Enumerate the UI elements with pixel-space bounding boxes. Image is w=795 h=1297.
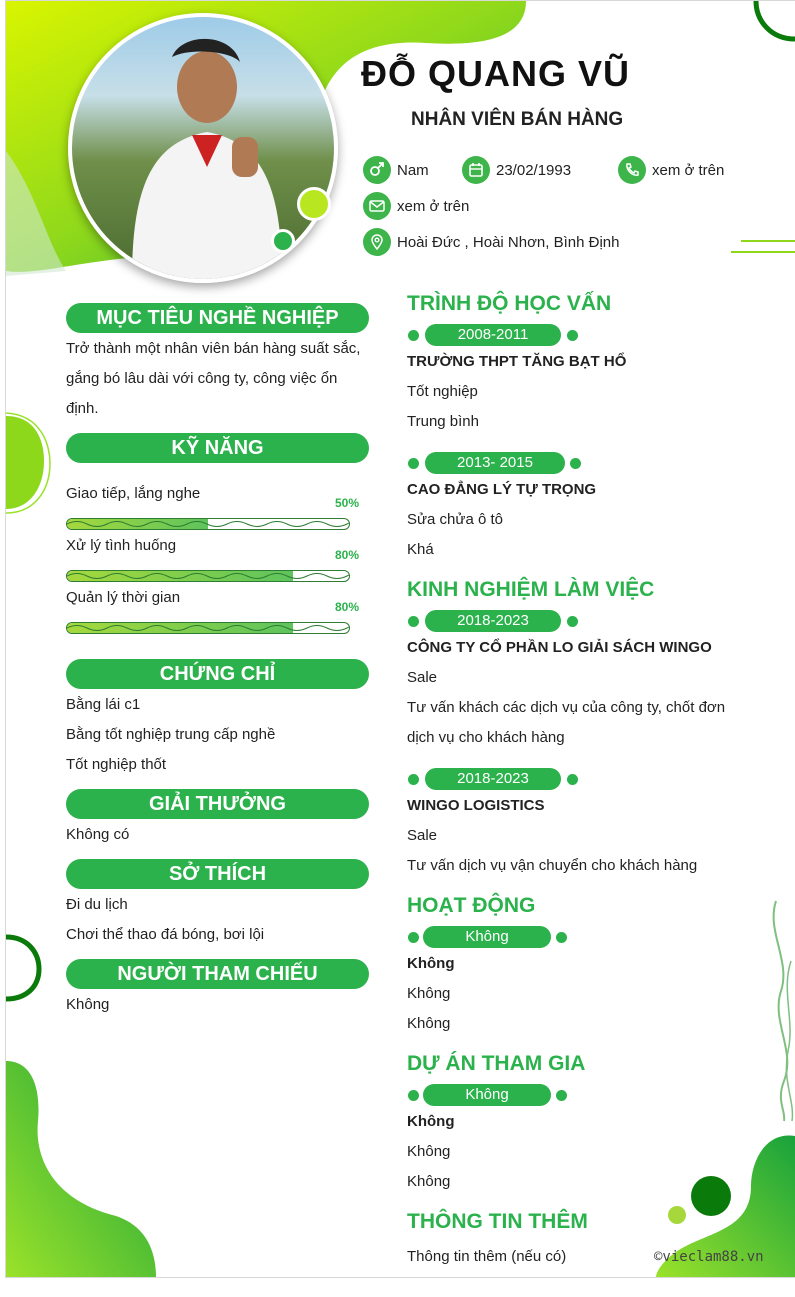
address-value: Hoài Đức , Hoài Nhơn, Bình Định — [397, 233, 620, 251]
job-title: NHÂN VIÊN BÁN HÀNG — [411, 109, 624, 130]
timeline-bullet — [408, 330, 419, 341]
experience-desc-2a: Tư vấn dịch vụ vận chuyển cho khách hàng — [407, 857, 698, 874]
info-address — [363, 228, 619, 256]
education-detail-1a: Tốt nghiệp — [407, 383, 478, 400]
section-references-title: NGƯỜI THAM CHIẾU — [66, 959, 369, 989]
skill-percent-1: 50% — [335, 496, 360, 510]
skill-bar-2 — [66, 570, 350, 582]
hobby-item-2: Chơi thể thao đá bóng, bơi lội — [66, 926, 265, 943]
email-value: xem ở trên — [397, 197, 470, 215]
experience-company-1: CÔNG TY CỔ PHẦN LO GIẢI SÁCH WINGO — [407, 639, 712, 656]
timeline-bullet — [556, 1090, 567, 1101]
education-detail-1b: Trung bình — [407, 413, 479, 430]
experience-period-2: 2018-2023 — [425, 768, 561, 790]
timeline-bullet — [556, 932, 567, 943]
section-extra-title: THÔNG TIN THÊM — [407, 1210, 588, 1233]
timeline-bullet — [408, 1090, 419, 1101]
skill-bar-wave — [67, 519, 349, 529]
activities-detail-1: Không — [407, 985, 451, 1002]
section-skills-title: KỸ NĂNG — [66, 433, 369, 463]
info-phone — [618, 156, 724, 184]
extra-text: Thông tin thêm (nếu có) — [407, 1248, 567, 1265]
cv-page — [5, 0, 795, 1278]
projects-period: Không — [423, 1084, 551, 1106]
email-icon — [363, 192, 391, 220]
phone-value: xem ở trên — [652, 161, 725, 179]
skill-percent-2: 80% — [335, 548, 360, 562]
skill-bar-3 — [66, 622, 350, 634]
skill-name-1: Giao tiếp, lắng nghe — [66, 485, 201, 502]
skill-bar-wave — [67, 623, 349, 633]
experience-role-1: Sale — [407, 669, 438, 686]
objective-line-2: gắng bó lâu dài với công ty, công việc ổn — [66, 370, 338, 387]
info-email — [363, 192, 469, 220]
timeline-bullet — [408, 932, 419, 943]
experience-desc-1a: Tư vấn khách các dịch vụ của công ty, chốt đơn — [407, 699, 726, 716]
section-objective-title: MỤC TIÊU NGHỀ NGHIỆP — [66, 303, 369, 333]
watermark: ©vieclam88.vn — [654, 1249, 764, 1265]
gender-icon — [363, 156, 391, 184]
photo-accent-dot-small — [271, 229, 295, 253]
experience-desc-1b: dịch vụ cho khách hàng — [407, 729, 565, 746]
projects-org: Không — [407, 1113, 455, 1130]
timeline-bullet — [567, 774, 578, 785]
education-detail-2b: Khá — [407, 541, 434, 558]
avatar-photo — [68, 13, 338, 283]
hobby-item-1: Đi du lịch — [66, 896, 128, 913]
location-icon — [363, 228, 391, 256]
timeline-bullet — [408, 616, 419, 627]
objective-line-3: định. — [66, 400, 99, 417]
experience-company-2: WINGO LOGISTICS — [407, 797, 545, 814]
section-projects-title: DỰ ÁN THAM GIA — [407, 1052, 586, 1075]
section-certificates-title: CHỨNG CHỈ — [66, 659, 369, 689]
activities-org: Không — [407, 955, 455, 972]
section-awards-title: GIẢI THƯỞNG — [66, 789, 369, 819]
photo-accent-dot — [297, 187, 331, 221]
projects-detail-1: Không — [407, 1143, 451, 1160]
award-item-1: Không có — [66, 826, 130, 843]
education-detail-2a: Sửa chửa ô tô — [407, 511, 503, 528]
info-gender — [363, 156, 429, 184]
reference-item-1: Không — [66, 996, 110, 1013]
timeline-bullet — [567, 616, 578, 627]
certificate-item-2: Bằng tốt nghiệp trung cấp nghề — [66, 726, 276, 743]
timeline-bullet — [570, 458, 581, 469]
education-school-2: CAO ĐẲNG LÝ TỰ TRỌNG — [407, 481, 597, 498]
calendar-icon — [462, 156, 490, 184]
phone-icon — [618, 156, 646, 184]
section-education-title: TRÌNH ĐỘ HỌC VẤN — [407, 292, 612, 315]
objective-line-1: Trở thành một nhân viên bán hàng suất sắc, — [66, 340, 361, 357]
activities-period: Không — [423, 926, 551, 948]
education-period-1: 2008-2011 — [425, 324, 561, 346]
activities-detail-2: Không — [407, 1015, 451, 1032]
gender-value: Nam — [397, 161, 429, 179]
section-hobbies-title: SỞ THÍCH — [66, 859, 369, 889]
certificate-item-1: Bằng lái c1 — [66, 696, 141, 713]
skill-bar-1 — [66, 518, 350, 530]
projects-detail-2: Không — [407, 1173, 451, 1190]
section-activities-title: HOẠT ĐỘNG — [407, 894, 536, 917]
skill-name-3: Quản lý thời gian — [66, 589, 181, 606]
skill-bar-wave — [67, 571, 349, 581]
birthday-value: 23/02/1993 — [496, 161, 572, 179]
section-experience-title: KINH NGHIỆM LÀM VIỆC — [407, 578, 655, 601]
certificate-item-3: Tốt nghiệp thốt — [66, 756, 167, 773]
experience-period-1: 2018-2023 — [425, 610, 561, 632]
info-birthday — [462, 156, 571, 184]
skill-percent-3: 80% — [335, 600, 360, 614]
skill-name-2: Xử lý tình huống — [66, 537, 177, 554]
education-school-1: TRƯỜNG THPT TĂNG BẠT HỔ — [407, 353, 627, 370]
education-period-2: 2013- 2015 — [425, 452, 565, 474]
timeline-bullet — [408, 774, 419, 785]
experience-role-2: Sale — [407, 827, 438, 844]
timeline-bullet — [567, 330, 578, 341]
candidate-name: ĐỖ QUANG VŨ — [361, 53, 631, 94]
timeline-bullet — [408, 458, 419, 469]
